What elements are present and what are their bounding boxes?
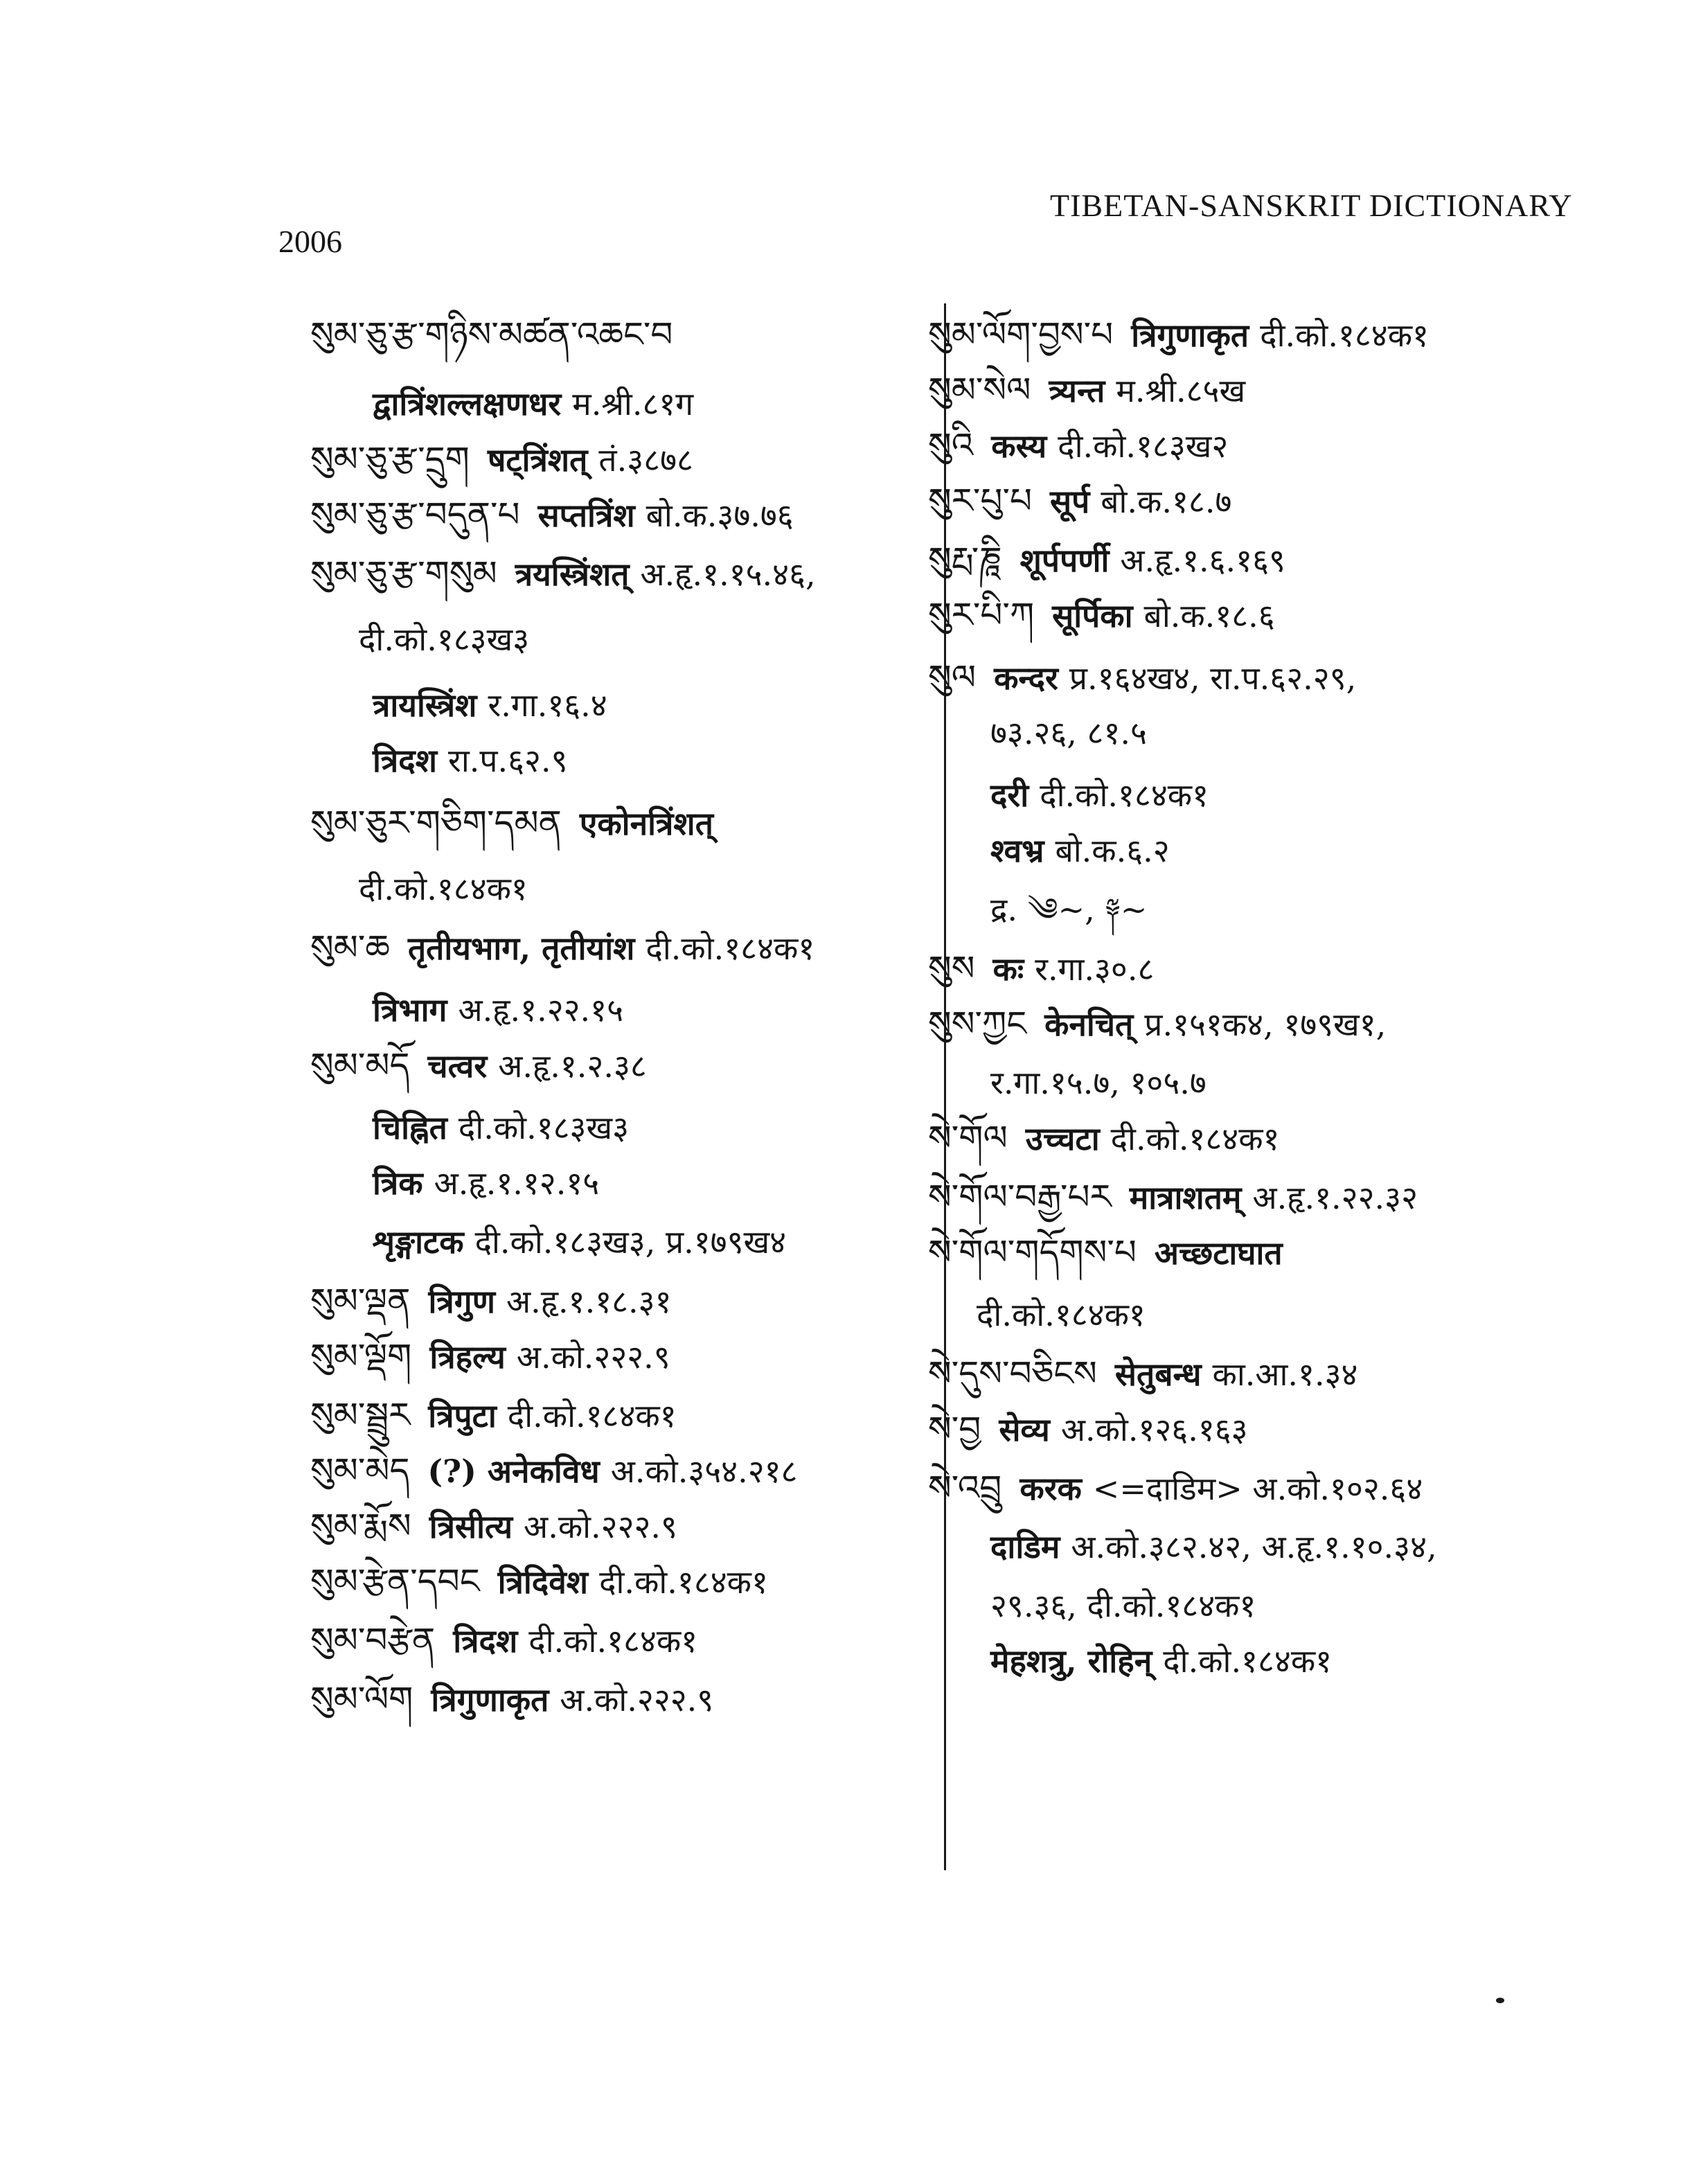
sanskrit-equivalent: शूर्पपर्णी — [1019, 542, 1110, 579]
dictionary-entry-line — [310, 1559, 768, 1604]
dictionary-entry-line — [310, 1042, 647, 1088]
source-reference: २९.३६, दी.को.१८४क१ — [990, 1587, 1256, 1624]
source-reference: बो.क.१८.७ — [1101, 483, 1232, 520]
source-reference: रा.प.६२.९ — [448, 742, 568, 779]
dictionary-entry-line — [310, 1448, 797, 1493]
tibetan-headword: སུམ་བརྩེན — [310, 1620, 436, 1660]
sanskrit-equivalent: द्वात्रिंशल्लक्षणधर — [373, 385, 562, 423]
dictionary-entry-line — [310, 1503, 677, 1549]
source-reference: र.गा.१५.७, १०५.७ — [990, 1064, 1206, 1101]
dictionary-entry-line — [310, 1105, 629, 1151]
dictionary-entry-line — [928, 592, 1275, 638]
tibetan-headword: སུར་པུ་པ — [928, 481, 1032, 521]
sanskrit-equivalent: त्रिदश — [373, 742, 438, 779]
tibetan-headword: སུས་ཀྱང — [928, 1004, 1027, 1044]
dictionary-entry-line — [310, 1392, 677, 1438]
tibetan-headword: སུམ་སེལ — [928, 370, 1031, 410]
source-reference: दी.को.१८४क१ — [507, 1397, 677, 1435]
tibetan-headword: སུརྤ་ཎཱི — [928, 540, 1002, 580]
source-reference: अ.को.२२२.९ — [560, 1681, 714, 1719]
sanskrit-equivalent: सप्तत्रिंश — [537, 497, 635, 534]
sanskrit-equivalent: त्रिसीत्य — [429, 1508, 513, 1545]
source-reference: दी.को.१८४क१ — [1110, 1120, 1280, 1157]
sanskrit-equivalent: सेव्य — [999, 1411, 1050, 1448]
sanskrit-equivalent: चत्वर — [427, 1047, 488, 1085]
source-reference: प्र.१५१क४, १७९ख१, — [1144, 1006, 1387, 1043]
sanskrit-equivalent: सूर्पिका — [1052, 597, 1133, 634]
dictionary-entry-line — [310, 738, 568, 783]
source-reference: दी.को.१८४क१ — [645, 930, 815, 967]
sanskrit-equivalent: करक — [1019, 1470, 1082, 1507]
sanskrit-equivalent: त्रिदश — [453, 1622, 518, 1660]
sanskrit-equivalent: त्रयस्त्रिंशत् — [515, 556, 630, 593]
sanskrit-equivalent: सेतुबन्ध — [1114, 1356, 1202, 1393]
dictionary-entry-line — [928, 1465, 1423, 1511]
dictionary-entry-line — [310, 925, 814, 970]
sanskrit-equivalent: त्रिगुण — [428, 1283, 495, 1320]
source-reference: बो.क.६.२ — [1055, 832, 1170, 869]
tibetan-headword: སུམ་ཅུ་རྩ་གཉིས་མཚན་འཆང་བ — [310, 314, 673, 355]
tibetan-headword: སུམ་ལོག — [310, 1679, 413, 1719]
sanskrit-equivalent: मात्राशतम् — [1129, 1179, 1242, 1216]
tibetan-headword: སུས — [928, 948, 975, 988]
sanskrit-equivalent: तृतीयभाग, तृतीयांश — [407, 930, 635, 967]
dictionary-entry-line — [310, 1676, 713, 1722]
sanskrit-equivalent: कस्य — [991, 427, 1047, 465]
dictionary-entry-line — [928, 1638, 1332, 1684]
source-reference: अ.हृ.१.२.३८ — [498, 1047, 647, 1085]
dictionary-entry-line — [928, 655, 1356, 700]
dictionary-entry-line — [928, 1583, 1256, 1628]
sanskrit-equivalent: केनचित् — [1044, 1006, 1134, 1043]
source-reference: तं.३८७८ — [598, 441, 693, 479]
sanskrit-equivalent: त्र्यन्त — [1049, 372, 1105, 409]
tibetan-headword: སུའི — [928, 425, 974, 465]
tibetan-headword: སུམ་མདོ — [310, 1045, 410, 1085]
source-reference: दी.को.१८४क१ — [1163, 1642, 1333, 1680]
dictionary-entry-line — [310, 1333, 670, 1379]
tibetan-headword: སེ་འབྲུ — [928, 1468, 1002, 1508]
dictionary-entry-line — [310, 551, 816, 596]
dictionary-entry-line — [310, 987, 623, 1033]
sanskrit-equivalent: त्रायस्त्रिंश — [373, 686, 477, 724]
tibetan-headword: སུམ་ལོག་བྱས་པ — [928, 314, 1114, 355]
source-reference: अ.को.३५४.२१८ — [610, 1453, 798, 1490]
source-reference: ७३.२६, ८१.५ — [990, 714, 1147, 752]
sanskrit-equivalent: श्वभ्र — [990, 832, 1044, 869]
sanskrit-equivalent: कः — [992, 950, 1024, 988]
dictionary-entry-line — [928, 1229, 1283, 1275]
dictionary-entry-line — [928, 367, 1245, 413]
running-head: TIBETAN-SANSKRIT DICTIONARY — [1050, 188, 1573, 223]
dictionary-entry-line — [928, 537, 1285, 583]
source-reference: र.गा.३०.८ — [1035, 950, 1155, 988]
source-reference: दी.को.१८४क१ — [1260, 317, 1429, 354]
source-reference: अ.को.३८२.४२, अ.हृ.१.१०.३४, — [1071, 1528, 1437, 1565]
source-reference: अ.हृ.१.६.१६९ — [1120, 542, 1285, 579]
dictionary-entry-line — [928, 887, 1147, 932]
source-reference: दी.को.१८४क१ — [528, 1622, 698, 1660]
source-reference: अ.हृ.१.१८.३१ — [506, 1283, 672, 1320]
source-reference: दी.को.१८३ख३ — [458, 1109, 630, 1146]
tibetan-headword: སེ་བྱ — [928, 1409, 981, 1449]
tibetan-headword: སེ་གོལ་བརྒྱ་པར — [928, 1177, 1112, 1217]
dictionary-entry-line — [928, 1351, 1357, 1396]
dictionary-entry-line — [310, 866, 528, 912]
source-reference: म.श्री.८१ग — [572, 385, 694, 423]
dictionary-entry-line — [310, 1617, 697, 1663]
sanskrit-equivalent: त्रिदिवेश — [497, 1563, 589, 1601]
source-reference: दी.को.१८४क१ — [977, 1296, 1146, 1333]
source-reference: अ.को.१२६.१६३ — [1060, 1411, 1248, 1448]
dictionary-entry-line — [928, 1115, 1279, 1161]
tibetan-headword: སུམ་ལྡན — [310, 1281, 411, 1321]
tibetan-headword: སེ་དུས་བཅིངས — [928, 1353, 1097, 1394]
dictionary-entry-line — [310, 492, 794, 538]
dictionary-entry-line — [928, 1060, 1206, 1106]
tibetan-headword: སུམ་རྩེན་དབང — [310, 1561, 480, 1601]
source-reference: अ.को.२२२.९ — [516, 1338, 670, 1376]
dictionary-entry-line — [310, 616, 529, 662]
dictionary-entry-line — [310, 312, 691, 357]
tibetan-headword: སུམ་མེད — [310, 1450, 410, 1491]
sanskrit-equivalent: दाडिम — [990, 1528, 1060, 1565]
tibetan-headword: སུམ་ཅུ་རྩ་དྲུག — [310, 439, 470, 479]
tibetan-headword: སུམ་ཅུ་རྩ་བདུན་པ — [310, 495, 520, 535]
sanskrit-equivalent: त्रिगुणाकृत — [431, 1681, 549, 1719]
page-number: 2006 — [278, 224, 342, 259]
dictionary-entry-line — [310, 1278, 672, 1324]
source-reference: दी.को.१८३ख३ — [359, 621, 530, 658]
source-reference: <=दाडिम> अ.को.१०२.६४ — [1092, 1470, 1423, 1507]
source-reference: प्र.१६४ख४, रा.प.६२.२९, — [1069, 659, 1357, 697]
source-reference: दी.को.१८४क१ — [1040, 776, 1209, 814]
dictionary-entry-line — [928, 423, 1228, 468]
source-reference: अ.हृ.१.१५.४६, — [640, 556, 816, 593]
tibetan-headword: སུམ་སྦྲུར — [310, 1395, 411, 1435]
dictionary-entry-line — [928, 1174, 1418, 1220]
dictionary-entry-line — [928, 1001, 1386, 1047]
ink-mark — [1496, 1998, 1504, 2003]
sanskrit-equivalent: कन्दर — [994, 659, 1058, 697]
source-reference: र.गा.१६.४ — [488, 686, 607, 724]
dictionary-entry-line — [310, 800, 713, 846]
tibetan-headword: སུལ — [928, 657, 977, 698]
dictionary-entry-line — [310, 1219, 786, 1265]
dictionary-entry-line — [928, 945, 1154, 991]
sanskrit-equivalent: मेहशत्रु, रोहिन् — [990, 1642, 1152, 1680]
source-reference: दी.को.१८४क१ — [599, 1563, 768, 1601]
sanskrit-equivalent: दरी — [990, 776, 1029, 814]
sanskrit-equivalent: एकोनत्रिंशत् — [579, 805, 713, 842]
sanskrit-equivalent: त्रिगुणाकृत — [1131, 317, 1249, 354]
tibetan-headword: སུམ་ཆ — [310, 927, 390, 968]
source-reference: म.श्री.८५ख — [1116, 372, 1246, 409]
sanskrit-equivalent: त्रिक — [373, 1164, 423, 1202]
source-reference: दी.को.१८३ख३, प्र.१७९ख४ — [474, 1223, 787, 1261]
tibetan-headword: སུམ་ཅུར་གཅིག་དམན — [310, 803, 562, 843]
sanskrit-equivalent: अच्छटाघात — [1154, 1234, 1283, 1272]
tibetan-headword: སུམ་ལྡོག — [310, 1336, 412, 1376]
source-reference: का.आ.१.३४ — [1212, 1356, 1358, 1393]
sanskrit-equivalent: शृङ्गाटक — [373, 1223, 464, 1261]
source-reference: दी.को.१८४क१ — [359, 870, 528, 907]
dictionary-entry-line — [310, 1160, 599, 1206]
sanskrit-equivalent: त्रिभाग — [373, 991, 447, 1029]
tibetan-headword: སུར་པི་ཀ — [928, 595, 1035, 635]
tibetan-headword: སུམ་རྨོས — [310, 1506, 411, 1546]
source-reference: अ.हृ.१.२२.३२ — [1252, 1179, 1418, 1216]
sanskrit-equivalent: त्रिपुटा — [428, 1397, 497, 1435]
tibetan-headword: སུམ་ཅུ་རྩ་གསུམ — [310, 553, 497, 594]
source-reference: अ.हृ.१.१२.१५ — [434, 1164, 600, 1202]
dictionary-entry-line — [928, 312, 1429, 357]
tibetan-headword: སེ་གོལ་གདོགས་པ — [928, 1232, 1137, 1272]
sanskrit-equivalent: चिह्नित — [373, 1109, 447, 1146]
dictionary-entry-line — [928, 478, 1231, 524]
dictionary-entry-line — [928, 1292, 1146, 1338]
dictionary-entry-line — [928, 1406, 1248, 1452]
tibetan-headword: སེ་གོལ — [928, 1118, 1008, 1158]
dictionary-entry-line — [928, 828, 1170, 873]
sanskrit-equivalent: सूर्प — [1050, 483, 1090, 520]
dictionary-entry-line — [928, 710, 1147, 756]
dictionary-entry-line — [928, 772, 1209, 818]
source-reference: बो.क.१८.६ — [1143, 597, 1275, 634]
sanskrit-equivalent: षट्त्रिंशत् — [487, 441, 588, 479]
sanskrit-equivalent: त्रिहल्य — [429, 1338, 506, 1376]
source-reference: अ.को.२२२.९ — [524, 1508, 677, 1545]
dictionary-entry-line — [310, 682, 607, 728]
sanskrit-equivalent: (?) अनेकविध — [427, 1453, 600, 1490]
source-reference: अ.हृ.१.२२.१५ — [458, 991, 624, 1029]
dictionary-entry-line — [928, 1524, 1437, 1570]
source-reference: दी.को.१८३ख२ — [1058, 427, 1229, 465]
dictionary-entry-line — [310, 381, 693, 427]
sanskrit-equivalent: उच्चटा — [1025, 1120, 1100, 1157]
source-reference: द्र. ༄~, ༈~ — [990, 891, 1148, 928]
source-reference: बो.क.३७.७६ — [645, 497, 794, 534]
dictionary-entry-line — [310, 436, 693, 482]
